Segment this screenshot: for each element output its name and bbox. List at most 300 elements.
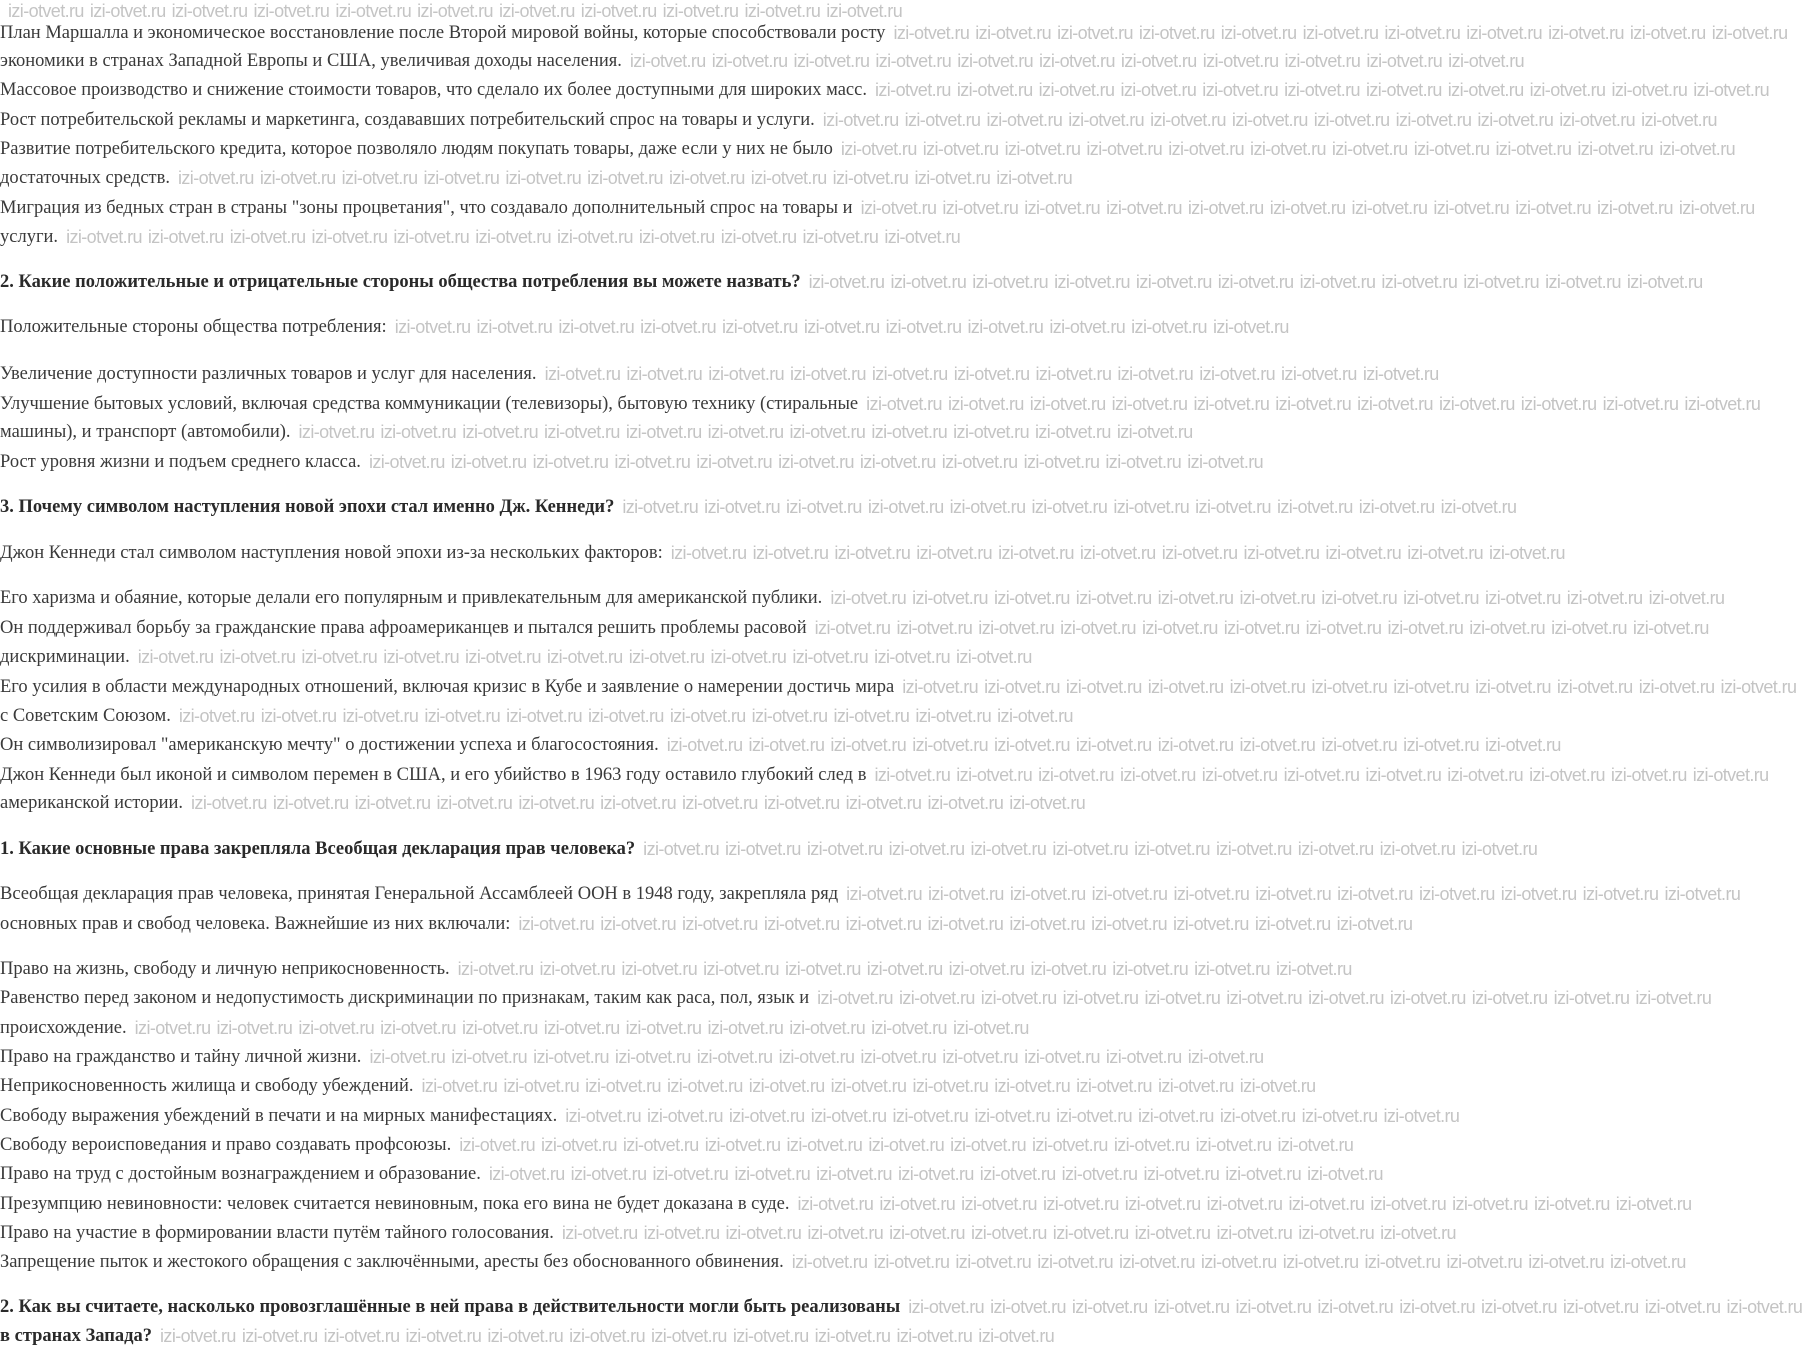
watermark-text: izi-otvet.ru xyxy=(898,988,975,1008)
text-line: основных прав и свобод человека. Важнейшие из них включали: xyxy=(0,914,511,934)
watermark-fill xyxy=(361,451,1264,473)
watermark-text: izi-otvet.ru xyxy=(970,839,1047,859)
watermark-text: izi-otvet.ru xyxy=(1120,80,1197,100)
document-row xyxy=(0,705,1073,727)
watermark-text: izi-otvet.ru xyxy=(817,988,893,1008)
watermark-text: izi-otvet.ru xyxy=(1138,23,1215,43)
watermark-text: izi-otvet.ru xyxy=(807,1223,884,1243)
watermark-text: izi-otvet.ru xyxy=(1086,139,1163,159)
watermark-text: izi-otvet.ru xyxy=(822,110,899,130)
watermark-text: izi-otvet.ru xyxy=(1229,677,1306,697)
watermark-fill xyxy=(450,958,1352,980)
watermark-text: izi-otvet.ru xyxy=(436,793,513,813)
watermark-text: izi-otvet.ru xyxy=(354,793,431,813)
watermark-text: izi-otvet.ru xyxy=(518,914,595,934)
watermark-text: izi-otvet.ru xyxy=(832,168,909,188)
watermark-text: izi-otvet.ru xyxy=(423,168,500,188)
text-line: экономики в странах Западной Европы и США, увеличивая доходы населения. xyxy=(0,51,622,71)
watermark-text: izi-otvet.ru xyxy=(915,706,992,726)
document-row xyxy=(0,0,975,22)
watermark-text: izi-otvet.ru xyxy=(1305,618,1382,638)
watermark-text: izi-otvet.ru xyxy=(885,317,962,337)
watermark-text: izi-otvet.ru xyxy=(912,735,989,755)
watermark-text: izi-otvet.ru xyxy=(1433,198,1510,218)
watermark-text: izi-otvet.ru xyxy=(912,588,988,608)
text-line: Свободу вероисповедания и право создавать профсоюзы. xyxy=(0,1135,452,1155)
watermark-text: izi-otvet.ru xyxy=(1403,735,1479,755)
watermark-fill xyxy=(127,1017,1029,1039)
watermark-text: izi-otvet.ru xyxy=(298,422,375,442)
watermark-text: izi-otvet.ru xyxy=(967,317,1044,337)
document-row xyxy=(0,542,1565,564)
watermark-text: izi-otvet.ru xyxy=(625,1018,702,1038)
watermark-text: izi-otvet.ru xyxy=(1276,497,1353,517)
watermark-text: izi-otvet.ru xyxy=(565,1106,642,1126)
watermark-text: izi-otvet.ru xyxy=(868,1135,945,1155)
watermark-text: izi-otvet.ru xyxy=(1577,139,1654,159)
watermark-text: izi-otvet.ru xyxy=(1135,272,1212,292)
watermark-text: izi-otvet.ru xyxy=(1212,317,1289,337)
text-line: Равенство перед законом и недопустимость дискриминации по признакам, таким как раса, пол, язык и xyxy=(0,988,810,1008)
watermark-text: izi-otvet.ru xyxy=(897,1164,974,1184)
document-row xyxy=(0,109,1717,131)
watermark-text: izi-otvet.ru xyxy=(734,1164,811,1184)
watermark-text: izi-otvet.ru xyxy=(1325,543,1402,563)
watermark-text: izi-otvet.ru xyxy=(871,364,948,384)
watermark-text: izi-otvet.ru xyxy=(1009,884,1086,904)
watermark-text: izi-otvet.ru xyxy=(1168,139,1245,159)
watermark-text: izi-otvet.ru xyxy=(476,317,553,337)
watermark-text: izi-otvet.ru xyxy=(1124,1194,1201,1214)
watermark-text: izi-otvet.ru xyxy=(975,23,1052,43)
watermark-text: izi-otvet.ru xyxy=(955,1252,1032,1272)
watermark-text: izi-otvet.ru xyxy=(1302,23,1379,43)
watermark-text: izi-otvet.ru xyxy=(1648,588,1725,608)
watermark-text: izi-otvet.ru xyxy=(912,1076,989,1096)
watermark-text: izi-otvet.ru xyxy=(1079,543,1156,563)
watermark-text: izi-otvet.ru xyxy=(1231,110,1308,130)
watermark-text: izi-otvet.ru xyxy=(704,497,780,517)
watermark-text: izi-otvet.ru xyxy=(1281,364,1357,384)
watermark-text: izi-otvet.ru xyxy=(830,588,907,608)
watermark-text: izi-otvet.ru xyxy=(178,168,254,188)
watermark-text: izi-otvet.ru xyxy=(1626,272,1703,292)
watermark-text: izi-otvet.ru xyxy=(1632,618,1709,638)
watermark-text: izi-otvet.ru xyxy=(1068,110,1145,130)
watermark-text: izi-otvet.ru xyxy=(996,168,1073,188)
watermark-text: izi-otvet.ru xyxy=(1529,80,1606,100)
watermark-fill xyxy=(510,913,1413,935)
watermark-text: izi-otvet.ru xyxy=(1495,139,1572,159)
text-line: Он поддерживал борьбу за гражданские права афроамериканцев и пытался решить проблемы расовой xyxy=(0,618,807,638)
watermark-text: izi-otvet.ru xyxy=(896,1326,973,1346)
watermark-text: izi-otvet.ru xyxy=(1195,1135,1272,1155)
watermark-text: izi-otvet.ru xyxy=(793,51,870,71)
watermark-text: izi-otvet.ru xyxy=(1202,51,1279,71)
watermark-text: izi-otvet.ru xyxy=(790,364,866,384)
watermark-text: izi-otvet.ru xyxy=(1235,1297,1312,1317)
watermark-text: izi-otvet.ru xyxy=(1440,497,1517,517)
watermark-text: izi-otvet.ru xyxy=(949,497,1026,517)
watermark-text: izi-otvet.ru xyxy=(1471,988,1548,1008)
watermark-text: izi-otvet.ru xyxy=(1223,618,1300,638)
watermark-text: izi-otvet.ru xyxy=(1659,139,1736,159)
watermark-text: izi-otvet.ru xyxy=(710,647,787,667)
watermark-text: izi-otvet.ru xyxy=(1307,1164,1383,1184)
watermark-text: izi-otvet.ru xyxy=(696,452,773,472)
watermark-text: izi-otvet.ru xyxy=(1275,394,1352,414)
watermark-text: izi-otvet.ru xyxy=(544,364,621,384)
watermark-text: izi-otvet.ru xyxy=(1463,272,1540,292)
watermark-text: izi-otvet.ru xyxy=(728,1106,805,1126)
watermark-text: izi-otvet.ru xyxy=(229,227,306,247)
watermark-text: izi-otvet.ru xyxy=(956,765,1033,785)
watermark-text: izi-otvet.ru xyxy=(622,497,699,517)
document-row xyxy=(0,1163,1383,1185)
watermark-text: izi-otvet.ru xyxy=(1147,677,1224,697)
watermark-text: izi-otvet.ru xyxy=(561,1223,638,1243)
watermark-text: izi-otvet.ru xyxy=(748,1076,825,1096)
watermark-fill xyxy=(291,421,1193,443)
watermark-text: izi-otvet.ru xyxy=(1195,497,1271,517)
watermark-text: izi-otvet.ru xyxy=(1413,139,1490,159)
watermark-text: izi-otvet.ru xyxy=(1157,1076,1234,1096)
text-line: американской истории. xyxy=(0,793,184,813)
watermark-text: izi-otvet.ru xyxy=(652,1164,729,1184)
watermark-text: izi-otvet.ru xyxy=(1049,317,1126,337)
watermark-text: izi-otvet.ru xyxy=(1395,110,1472,130)
document-row xyxy=(0,316,1289,338)
watermark-text: izi-otvet.ru xyxy=(424,706,501,726)
watermark-text: izi-otvet.ru xyxy=(1239,1076,1316,1096)
watermark-text: izi-otvet.ru xyxy=(972,272,1049,292)
watermark-text: izi-otvet.ru xyxy=(600,793,676,813)
watermark-text: izi-otvet.ru xyxy=(816,1164,892,1184)
watermark-fill xyxy=(801,271,1703,293)
watermark-text: izi-otvet.ru xyxy=(1117,364,1194,384)
watermark-text: izi-otvet.ru xyxy=(978,618,1055,638)
text-line: услуги. xyxy=(0,227,59,247)
watermark-fill xyxy=(635,838,1538,860)
watermark-text: izi-otvet.ru xyxy=(874,647,950,667)
text-line: Право на гражданство и тайну личной жизни. xyxy=(0,1047,362,1067)
watermark-text: izi-otvet.ru xyxy=(707,422,784,442)
watermark-text: izi-otvet.ru xyxy=(1351,198,1428,218)
watermark-text: izi-otvet.ru xyxy=(1635,988,1712,1008)
watermark-text: izi-otvet.ru xyxy=(942,1047,1019,1067)
watermark-text: izi-otvet.ru xyxy=(896,618,973,638)
watermark-fill xyxy=(833,138,1736,160)
watermark-text: izi-otvet.ru xyxy=(1545,272,1621,292)
watermark-text: izi-otvet.ru xyxy=(1075,735,1152,755)
watermark-text: izi-otvet.ru xyxy=(647,1106,723,1126)
watermark-text: izi-otvet.ru xyxy=(1239,735,1316,755)
watermark-text: izi-otvet.ru xyxy=(1381,272,1458,292)
watermark-text: izi-otvet.ru xyxy=(459,1135,536,1155)
watermark-text: izi-otvet.ru xyxy=(1143,1164,1220,1184)
watermark-fill xyxy=(885,22,1788,44)
watermark-text: izi-otvet.ru xyxy=(892,1106,969,1126)
watermark-text: izi-otvet.ru xyxy=(178,706,255,726)
watermark-fill xyxy=(867,79,1770,101)
watermark-text: izi-otvet.ru xyxy=(1484,588,1561,608)
watermark-text: izi-otvet.ru xyxy=(993,588,1070,608)
text-line: происхождение. xyxy=(0,1018,127,1038)
watermark-text: izi-otvet.ru xyxy=(260,706,337,726)
watermark-text: izi-otvet.ru xyxy=(1009,914,1086,934)
watermark-text: izi-otvet.ru xyxy=(1284,51,1361,71)
watermark-fill xyxy=(171,705,1073,727)
watermark-text: izi-otvet.ru xyxy=(272,793,349,813)
watermark-text: izi-otvet.ru xyxy=(950,1135,1026,1155)
text-line: Его харизма и обаяние, которые делали его популярным и привлекательным для американской публики. xyxy=(0,588,823,608)
watermark-text: izi-otvet.ru xyxy=(498,1,575,21)
watermark-text: izi-otvet.ru xyxy=(927,793,1004,813)
watermark-text: izi-otvet.ru xyxy=(1062,988,1139,1008)
watermark-text: izi-otvet.ru xyxy=(1299,272,1376,292)
watermark-text: izi-otvet.ru xyxy=(1452,1194,1528,1214)
watermark-text: izi-otvet.ru xyxy=(1217,272,1294,292)
document-row xyxy=(0,167,1073,189)
watermark-text: izi-otvet.ru xyxy=(997,706,1073,726)
watermark-text: izi-otvet.ru xyxy=(66,227,142,247)
watermark-text: izi-otvet.ru xyxy=(1144,988,1221,1008)
watermark-fill xyxy=(557,1105,1460,1127)
watermark-text: izi-otvet.ru xyxy=(1031,497,1108,517)
watermark-text: izi-otvet.ru xyxy=(405,1326,482,1346)
watermark-text: izi-otvet.ru xyxy=(947,394,1024,414)
watermark-text: izi-otvet.ru xyxy=(543,1018,620,1038)
watermark-text: izi-otvet.ru xyxy=(1548,23,1624,43)
watermark-text: izi-otvet.ru xyxy=(1161,543,1238,563)
watermark-text: izi-otvet.ru xyxy=(451,1047,528,1067)
watermark-text: izi-otvet.ru xyxy=(1308,988,1384,1008)
watermark-text: izi-otvet.ru xyxy=(1030,959,1107,979)
watermark-text: izi-otvet.ru xyxy=(860,1047,937,1067)
watermark-text: izi-otvet.ru xyxy=(961,1194,1037,1214)
watermark-text: izi-otvet.ru xyxy=(1475,677,1551,697)
watermark-text: izi-otvet.ru xyxy=(826,1,903,21)
watermark-text: izi-otvet.ru xyxy=(666,1076,743,1096)
watermark-text: izi-otvet.ru xyxy=(614,1047,691,1067)
watermark-text: izi-otvet.ru xyxy=(948,959,1025,979)
watermark-text: izi-otvet.ru xyxy=(1556,677,1633,697)
watermark-text: izi-otvet.ru xyxy=(833,706,910,726)
watermark-text: izi-otvet.ru xyxy=(1106,198,1182,218)
watermark-text: izi-otvet.ru xyxy=(704,1135,781,1155)
watermark-text: izi-otvet.ru xyxy=(1566,588,1643,608)
watermark-fill xyxy=(58,226,975,248)
watermark-text: izi-otvet.ru xyxy=(708,364,785,384)
watermark-text: izi-otvet.ru xyxy=(1379,839,1456,859)
watermark-text: izi-otvet.ru xyxy=(1528,1252,1605,1272)
watermark-text: izi-otvet.ru xyxy=(1111,394,1188,414)
text-line: Он символизировал "американскую мечту" о достижении успеха и благосостояния. xyxy=(0,735,659,755)
watermark-fill xyxy=(0,0,975,22)
watermark-fill xyxy=(663,542,1565,564)
watermark-text: izi-otvet.ru xyxy=(703,959,779,979)
watermark-text: izi-otvet.ru xyxy=(341,168,418,188)
watermark-text: izi-otvet.ru xyxy=(1551,618,1627,638)
watermark-text: izi-otvet.ru xyxy=(368,452,445,472)
watermark-text: izi-otvet.ru xyxy=(1393,677,1470,697)
watermark-text: izi-otvet.ru xyxy=(614,452,691,472)
watermark-text: izi-otvet.ru xyxy=(814,1326,891,1346)
watermark-text: izi-otvet.ru xyxy=(1301,1106,1378,1126)
watermark-text: izi-otvet.ru xyxy=(1194,959,1270,979)
document-row xyxy=(0,764,1769,786)
watermark-text: izi-otvet.ru xyxy=(1054,272,1130,292)
watermark-text: izi-otvet.ru xyxy=(1321,588,1398,608)
watermark-text: izi-otvet.ru xyxy=(1477,110,1554,130)
watermark-fill xyxy=(866,764,1769,786)
watermark-text: izi-otvet.ru xyxy=(1134,1223,1211,1243)
watermark-text: izi-otvet.ru xyxy=(1052,1223,1129,1243)
watermark-text: izi-otvet.ru xyxy=(1582,884,1659,904)
watermark-text: izi-otvet.ru xyxy=(980,988,1057,1008)
watermark-text: izi-otvet.ru xyxy=(1187,1047,1264,1067)
watermark-text: izi-otvet.ru xyxy=(1336,914,1413,934)
watermark-text: izi-otvet.ru xyxy=(580,1,657,21)
watermark-text: izi-otvet.ru xyxy=(622,1135,699,1155)
watermark-text: izi-otvet.ru xyxy=(1134,839,1210,859)
document-row xyxy=(0,451,1264,473)
document-row xyxy=(0,646,1032,668)
watermark-text: izi-otvet.ru xyxy=(1664,884,1741,904)
watermark-text: izi-otvet.ru xyxy=(1284,80,1360,100)
watermark-text: izi-otvet.ru xyxy=(259,168,336,188)
watermark-text: izi-otvet.ru xyxy=(461,1018,538,1038)
document-row xyxy=(0,1105,1460,1127)
document-row xyxy=(0,587,1725,609)
watermark-text: izi-otvet.ru xyxy=(890,272,967,292)
watermark-text: izi-otvet.ru xyxy=(904,110,981,130)
watermark-fill xyxy=(822,587,1725,609)
watermark-text: izi-otvet.ru xyxy=(393,227,470,247)
watermark-text: izi-otvet.ru xyxy=(1202,80,1279,100)
document-row xyxy=(0,734,1561,756)
watermark-text: izi-otvet.ru xyxy=(1611,80,1688,100)
watermark-text: izi-otvet.ru xyxy=(1113,497,1190,517)
watermark-text: izi-otvet.ru xyxy=(956,80,1033,100)
watermark-text: izi-otvet.ru xyxy=(557,227,633,247)
watermark-text: izi-otvet.ru xyxy=(1515,198,1592,218)
watermark-text: izi-otvet.ru xyxy=(1533,1194,1610,1214)
watermark-text: izi-otvet.ru xyxy=(506,706,582,726)
text-line: Улучшение бытовых условий, включая средства коммуникации (телевизоры), бытовую технику (стиральные xyxy=(0,394,859,414)
watermark-text: izi-otvet.ru xyxy=(1399,1297,1476,1317)
document-row xyxy=(0,958,1352,980)
document-row xyxy=(0,138,1736,160)
watermark-text: izi-otvet.ru xyxy=(1239,588,1316,608)
watermark-text: izi-otvet.ru xyxy=(802,227,879,247)
watermark-text: izi-otvet.ru xyxy=(1009,793,1086,813)
watermark-text: izi-otvet.ru xyxy=(752,543,829,563)
watermark-text: izi-otvet.ru xyxy=(978,1326,1055,1346)
watermark-text: izi-otvet.ru xyxy=(1692,765,1769,785)
watermark-text: izi-otvet.ru xyxy=(1119,1252,1195,1272)
document-row xyxy=(0,913,1413,935)
watermark-text: izi-otvet.ru xyxy=(518,793,595,813)
document-row xyxy=(0,1251,1686,1273)
watermark-text: izi-otvet.ru xyxy=(984,677,1060,697)
watermark-text: izi-otvet.ru xyxy=(1038,765,1114,785)
watermark-text: izi-otvet.ru xyxy=(1275,959,1352,979)
watermark-text: izi-otvet.ru xyxy=(884,227,961,247)
watermark-text: izi-otvet.ru xyxy=(147,227,224,247)
watermark-text: izi-otvet.ru xyxy=(1091,884,1168,904)
watermark-text: izi-otvet.ru xyxy=(1602,394,1679,414)
watermark-text: izi-otvet.ru xyxy=(1220,23,1297,43)
watermark-text: izi-otvet.ru xyxy=(1418,884,1495,904)
watermark-fill xyxy=(838,883,1741,905)
text-line: Рост уровня жизни и подъем среднего класса. xyxy=(0,452,361,472)
document-row xyxy=(0,421,1193,443)
watermark-text: izi-otvet.ru xyxy=(845,793,922,813)
document-row xyxy=(0,1075,1316,1097)
watermark-text: izi-otvet.ru xyxy=(380,1018,456,1038)
watermark-text: izi-otvet.ru xyxy=(1447,80,1524,100)
watermark-text: izi-otvet.ru xyxy=(810,1106,887,1126)
watermark-text: izi-otvet.ru xyxy=(1597,198,1673,218)
watermark-text: izi-otvet.ru xyxy=(1403,588,1479,608)
watermark-text: izi-otvet.ru xyxy=(1644,1297,1721,1317)
watermark-text: izi-otvet.ru xyxy=(587,168,663,188)
watermark-text: izi-otvet.ru xyxy=(160,1326,236,1346)
watermark-fill xyxy=(170,167,1073,189)
watermark-text: izi-otvet.ru xyxy=(803,317,880,337)
watermark-text: izi-otvet.ru xyxy=(1693,80,1770,100)
watermark-text: izi-otvet.ru xyxy=(1365,80,1442,100)
watermark-text: izi-otvet.ru xyxy=(1024,1047,1100,1067)
watermark-fill xyxy=(858,393,1761,415)
watermark-text: izi-otvet.ru xyxy=(722,317,798,337)
watermark-text: izi-otvet.ru xyxy=(840,139,917,159)
watermark-text: izi-otvet.ru xyxy=(662,1,739,21)
watermark-text: izi-otvet.ru xyxy=(1610,1252,1686,1272)
watermark-text: izi-otvet.ru xyxy=(643,839,719,859)
watermark-text: izi-otvet.ru xyxy=(806,839,883,859)
watermark-text: izi-otvet.ru xyxy=(588,706,664,726)
watermark-fill xyxy=(451,1134,1354,1156)
watermark-text: izi-otvet.ru xyxy=(171,1,248,21)
watermark-text: izi-otvet.ru xyxy=(1037,1252,1114,1272)
document-row xyxy=(0,197,1755,219)
watermark-text: izi-otvet.ru xyxy=(1071,1297,1148,1317)
watermark-text: izi-otvet.ru xyxy=(216,1018,293,1038)
watermark-text: izi-otvet.ru xyxy=(1489,543,1565,563)
watermark-text: izi-otvet.ru xyxy=(1035,364,1112,384)
watermark-text: izi-otvet.ru xyxy=(791,1252,868,1272)
watermark-fill xyxy=(614,496,1517,518)
watermark-text: izi-otvet.ru xyxy=(1032,1135,1108,1155)
watermark-text: izi-otvet.ru xyxy=(629,51,706,71)
watermark-text: izi-otvet.ru xyxy=(1038,80,1115,100)
watermark-text: izi-otvet.ru xyxy=(874,80,951,100)
watermark-text: izi-otvet.ru xyxy=(1023,452,1100,472)
watermark-text: izi-otvet.ru xyxy=(1500,884,1577,904)
watermark-text: izi-otvet.ru xyxy=(1056,1106,1132,1126)
text-line: Положительные стороны общества потребления: xyxy=(0,317,387,337)
watermark-text: izi-otvet.ru xyxy=(889,1223,965,1243)
watermark-text: izi-otvet.ru xyxy=(1153,1297,1230,1317)
text-line: Его усилия в области международных отношений, включая кризис в Кубе и заявление о намерении достичь мира xyxy=(0,677,895,697)
text-line: Джон Кеннеди стал символом наступления новой эпохи из-за нескольких факторов: xyxy=(0,543,663,563)
document-row xyxy=(0,1017,1029,1039)
watermark-fill xyxy=(537,363,1439,385)
watermark-text: izi-otvet.ru xyxy=(1485,735,1561,755)
watermark-text: izi-otvet.ru xyxy=(1357,394,1433,414)
